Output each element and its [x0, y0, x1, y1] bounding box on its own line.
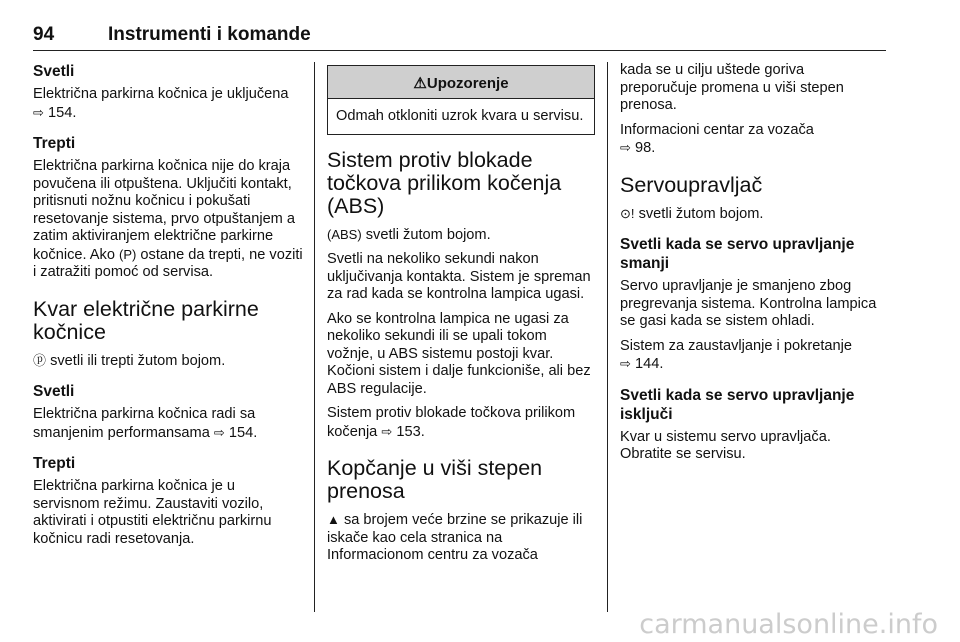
- parking-brake-icon: (P): [119, 246, 137, 262]
- paragraph: Električna parkirna kočnica je u servisnom režimu. Zaustaviti vozilo, aktivirati i otpustiti električnu parkirnu kočnicu radi resetovanja.: [33, 478, 272, 547]
- reference-arrow-icon: ⇨: [381, 423, 393, 439]
- reference-arrow-icon: ⇨: [33, 104, 44, 120]
- section-heading: Kvar električne parkirne kočnice: [33, 296, 259, 344]
- section-heading: Sistem protiv blokade točkova prilikom kočenja (ABS): [327, 147, 562, 218]
- section-heading: Servoupravljač: [620, 172, 763, 197]
- section-heading: Kopčanje u viši stepen prenosa: [327, 456, 543, 503]
- subheading: Trepti: [33, 455, 76, 472]
- column-left: [33, 62, 303, 555]
- page-number: 94: [33, 24, 55, 45]
- subheading: Svetli: [33, 63, 75, 80]
- page-reference-link[interactable]: 154.: [228, 424, 258, 441]
- upshift-arrow-icon: ▲: [327, 512, 340, 527]
- paragraph: Kvar u sistemu servo upravljača. Obratite se servisu.: [620, 428, 831, 462]
- column-divider: [314, 62, 315, 612]
- paragraph: Sistem protiv blokade točkova prilikom kočenja ⇨ 153.: [327, 405, 576, 440]
- column-right: [620, 62, 885, 471]
- paragraph: ⓟ svetli ili trepti žutom bojom.: [33, 352, 226, 369]
- paragraph: ⊙! svetli žutom bojom.: [620, 205, 764, 222]
- paragraph: (ABS) svetli žutom bojom.: [327, 226, 491, 243]
- paragraph: Sistem za zaustavljanje i pokretanje ⇨ 144.: [620, 337, 852, 372]
- warning-body: Odmah otkloniti uzrok kvara u servisu.: [336, 108, 584, 124]
- paragraph: Informacioni centar za vozača ⇨ 98.: [620, 121, 814, 156]
- warning-icon: ⚠: [413, 75, 427, 92]
- page-title: Instrumenti i komande: [108, 24, 311, 45]
- page-reference-link[interactable]: 154.: [47, 104, 77, 121]
- paragraph: Električna parkirna kočnica radi sa smanjenim performansama ⇨ 154.: [33, 406, 258, 441]
- subheading: Svetli kada se servo upravljanje smanji: [620, 236, 855, 272]
- watermark: carmanualsonline.info: [639, 609, 938, 640]
- page-header: [33, 24, 886, 51]
- paragraph: Električna parkirna kočnica nije do kraja povučena ili otpuštena. Uključiti kontakt, pritisnuti nožnu kočnicu i pokušati resetovanje sistema, prvo otpuštanjem a zatim aktiviranjem električne parkirne kočnice. Ako (P) ostane da trepti, ne voziti i zatražiti pomoć od servisa.: [33, 158, 303, 280]
- reference-arrow-icon: ⇨: [620, 356, 631, 371]
- reference-arrow-icon: ⇨: [213, 424, 225, 440]
- paragraph: kada se u cilju uštede goriva preporučuje promena u viši stepen prenosa.: [620, 62, 844, 113]
- subheading: Trepti: [33, 135, 76, 152]
- brake-fault-icon: ⓟ: [33, 352, 47, 368]
- abs-icon: (ABS): [327, 226, 362, 242]
- paragraph: Svetli na nekoliko sekundi nakon uključivanja kontakta. Sistem je spreman za rad kada se kontrolna lampica ugasi.: [327, 251, 591, 302]
- page-reference-link[interactable]: 144.: [634, 356, 664, 372]
- subheading: Svetli: [33, 383, 75, 400]
- paragraph: ▲ sa brojem veće brzine se prikazuje ili iskače kao cela stranica na Informacionom centru za vozača: [327, 512, 583, 563]
- warning-header: ⚠Upozorenje: [328, 66, 594, 99]
- page-reference-link[interactable]: 153.: [396, 423, 425, 440]
- steering-wheel-icon: ⊙!: [620, 205, 635, 221]
- column-divider: [607, 62, 608, 612]
- reference-arrow-icon: ⇨: [620, 140, 631, 155]
- paragraph: Ako se kontrolna lampica ne ugasi za nekoliko sekundi ili se upali tokom vožnje, u ABS sistemu postoji kvar. Kočioni sistem i dalje funkcioniše, ali bez ABS regulacije.: [327, 310, 591, 397]
- page-reference-link[interactable]: 98.: [634, 140, 656, 156]
- warning-box: [327, 65, 595, 135]
- subheading: Svetli kada se servo upravljanje isključi: [620, 386, 855, 423]
- paragraph: Električna parkirna kočnica je uključena ⇨ 154.: [33, 86, 289, 121]
- paragraph: Servo upravljanje je smanjeno zbog pregrevanja sistema. Kontrolna lampica se gasi kada se sistem ohladi.: [620, 278, 877, 329]
- column-middle: [327, 62, 595, 572]
